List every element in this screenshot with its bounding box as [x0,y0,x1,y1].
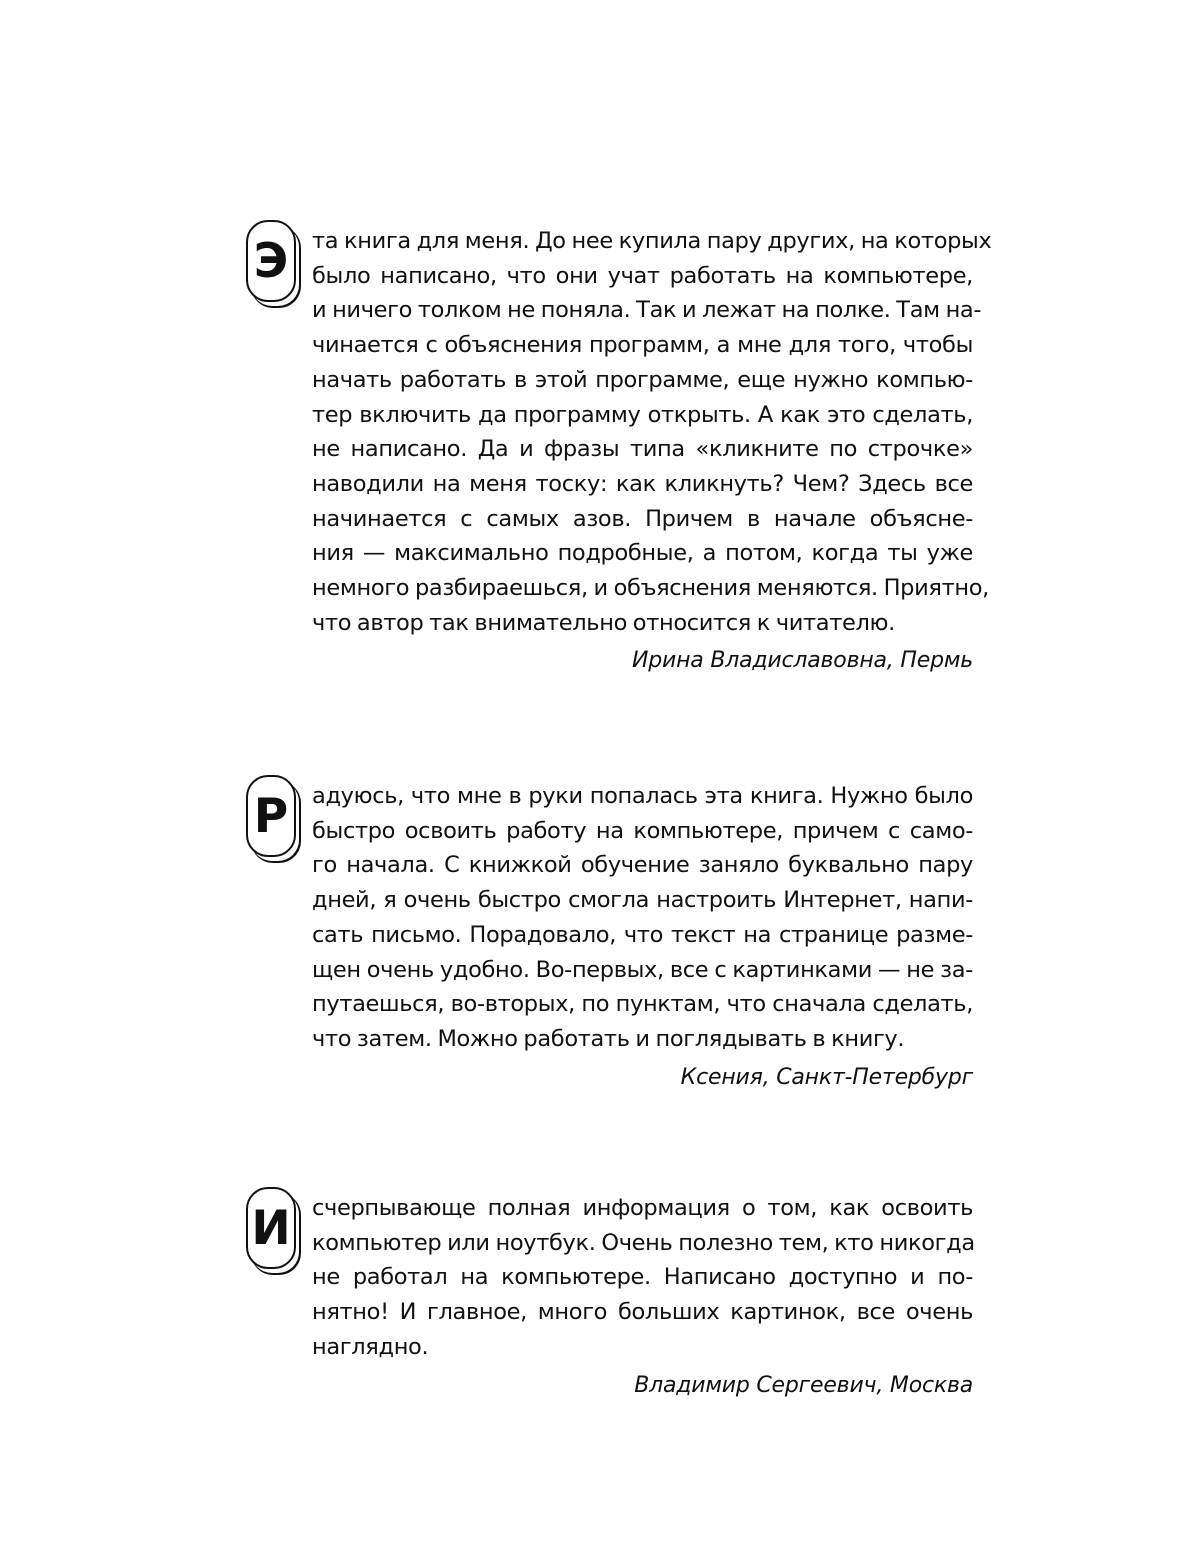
text-line: адуюсь, что мне в руки попалась эта книга. Нужно было [312,783,973,809]
text-line: дней, я очень быстро смогла настроить Интернет, напи- [312,887,973,914]
text-line: не написано. Да и фразы типа «кликните по строчке» [312,436,973,463]
text-line: не работал на компьютере. Написано доступно и по- [312,1264,973,1291]
text-line: и ничего толком не поняла. Так и лежат на полке. Там на- [312,297,982,324]
text-line: начать работать в этой программе, еще нужно компью- [312,366,973,393]
text-line: чинается с объяснения программ, а мне для того, чтобы [312,332,973,359]
text-line: го начала. С книжкой обучение заняло буквально пару [312,852,973,879]
review-2 [246,779,973,1095]
text-line: что затем. Можно работать и поглядывать в книгу. [312,1025,905,1052]
text-line: тер включить да программу открыть. А как это сделать, [312,401,973,428]
review-text [312,1191,973,1365]
text-line: что автор так внимательно относится к читателю. [312,609,895,636]
drop-cap: Э [246,220,296,302]
text-line: счерпывающе полная информация о том, как освоить [312,1195,973,1221]
text-line: путаешься, во-вторых, по пунктам, что сначала сделать, [312,991,973,1018]
review-text [312,224,992,640]
text-line: было написано, что они учат работать на компьютере, [312,262,973,289]
text-line: начинается с самых азов. Причем в начале объясне- [312,505,973,532]
text-line: быстро освоить работу на компьютере, причем с само- [312,817,973,844]
text-line: наводили на меня тоску: как кликнуть? Чем? Здесь все [312,470,973,497]
review-1 [246,224,992,678]
drop-cap: И [246,1187,296,1269]
text-line: немного разбираешься, и объяснения меняются. Приятно, [312,575,989,602]
text-line: сать письмо. Порадовало, что текст на странице разме- [312,921,973,948]
text-line: нятно! И главное, много больших картинок, все очень [312,1299,973,1326]
review-signature: Ксения, Санкт-Петербург [680,1064,973,1090]
review-signature: Владимир Сергеевич, Москва [634,1372,973,1398]
text-line: та книга для меня. До нее купила пару других, на которых [312,228,992,254]
drop-cap: Р [246,775,296,857]
text-line: компьютер или ноутбук. Очень полезно тем, кто никогда [312,1229,975,1256]
text-line: ния — максимально подробные, а потом, когда ты уже [312,540,973,567]
review-text [312,779,973,1057]
review-3 [246,1191,973,1403]
text-line: наглядно. [312,1333,429,1360]
text-line: щен очень удобно. Во-первых, все с картинками — не за- [312,956,973,983]
review-signature: Ирина Владиславовна, Пермь [631,648,973,674]
